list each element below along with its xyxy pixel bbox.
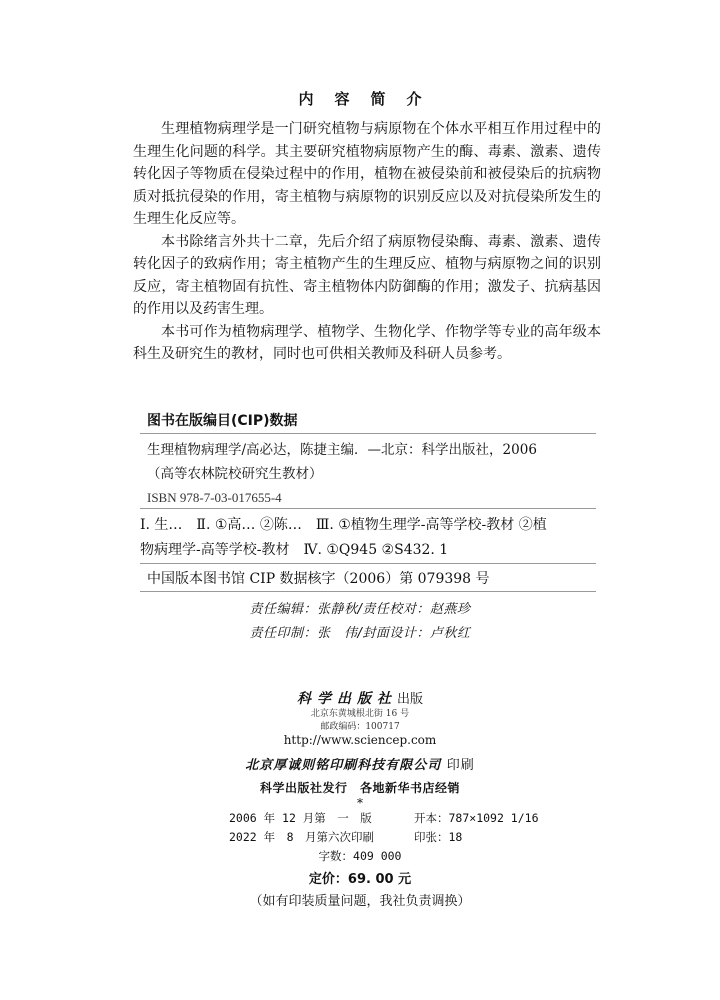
cip-heading: 图书在版编目(CIP)数据 <box>147 413 298 429</box>
distribution: 科学出版社发行 各地新华书店经销 <box>259 781 460 795</box>
publisher-name-text: 科学出版社 <box>296 691 397 707</box>
intro-paragraph: 本书除绪言外共十二章，先后介绍了病原物侵染酶、毒素、激素、遗传转化因子的致病作用；寄主植物产生的生理反应、植物与病原物之间的识别反应，寄主植物固有抗性、寄主植物体内防御酶的作用；激发子、抗病基因的作用以及药害生理。 <box>133 233 601 317</box>
cip-record <box>147 438 597 510</box>
price: 定价：69. 00 元 <box>308 872 412 887</box>
intro-paragraph: 生理植物病理学是一门研究植物与病原物在个体水平相互作用过程中的生理生化问题的科学。其主要研究植物病原物产生的酶、毒素、激素、遗传转化因子等物质在侵染过程中的作用，植物在被侵染前和被侵染后的抗病物质对抵抗侵染的作用，寄主植物与病原物的识别反应以及对抗侵染所发生的生理生化反应等。 <box>133 121 601 227</box>
printer-name: 北京厚诚则铭印刷科技有限公司 <box>245 758 442 773</box>
publisher-suffix: 出版 <box>396 692 423 707</box>
cip-number: 中国版本图书馆 CIP 数据核字（2006）第 079398 号 <box>147 571 490 587</box>
edition-row <box>229 829 463 845</box>
first-edition: 2006 年 12 月第 一 版 <box>229 811 372 825</box>
intro-paragraph: 本书可作为植物病理学、植物学、生物化学、作物学等专业的高年级本科生及研究生的教材，同时也可供相关教师及科研人员参考。 <box>133 323 601 362</box>
editors-line: 责任编辑：张静秋/责任校对：赵燕珍 <box>249 602 471 617</box>
publisher-name <box>0 688 720 708</box>
publisher-url: http://www.sciencep.com <box>283 733 437 747</box>
editors-line: 责任印制：张 伟/封面设计：卢秋红 <box>249 626 471 641</box>
format-size: 开本：787×1092 1/16 <box>414 811 539 825</box>
intro-title: 内容简介 <box>298 90 443 108</box>
separator-star: * <box>357 796 363 810</box>
publisher-postcode: 邮政编码：100717 <box>320 722 400 732</box>
sheet-count: 印张：18 <box>414 830 463 844</box>
divider <box>140 563 596 564</box>
cip-classification <box>140 513 596 563</box>
cip-isbn: ISBN 978-7-03-017655-4 <box>147 490 282 505</box>
divider <box>140 508 596 509</box>
printer <box>0 754 720 773</box>
cip-series-line: （高等农林院校研究生教材） <box>147 466 323 482</box>
intro-text <box>133 118 601 366</box>
divider <box>140 591 596 592</box>
cip-class-line: Ⅰ. 生… Ⅱ. ①高… ②陈… Ⅲ. ①植物生理学-高等学校-教材 ②植 <box>140 517 547 533</box>
quality-notice: （如有印装质量问题，我社负责调换） <box>249 894 471 909</box>
divider <box>140 433 596 434</box>
latest-printing: 2022 年 8 月第六次印刷 <box>229 830 375 844</box>
publisher-address: 北京东黄城根北街 16 号 <box>310 709 410 719</box>
cip-class-line: 物病理学-高等学校-教材 Ⅳ. ①Q945 ②S432. 1 <box>140 542 449 558</box>
printer-suffix: 印刷 <box>446 758 475 773</box>
cip-title-line: 生理植物病理学/高必达，陈捷主编．—北京：科学出版社，2006 <box>147 442 537 458</box>
word-count: 字数：409 000 <box>318 849 402 863</box>
edition-row <box>229 810 539 826</box>
